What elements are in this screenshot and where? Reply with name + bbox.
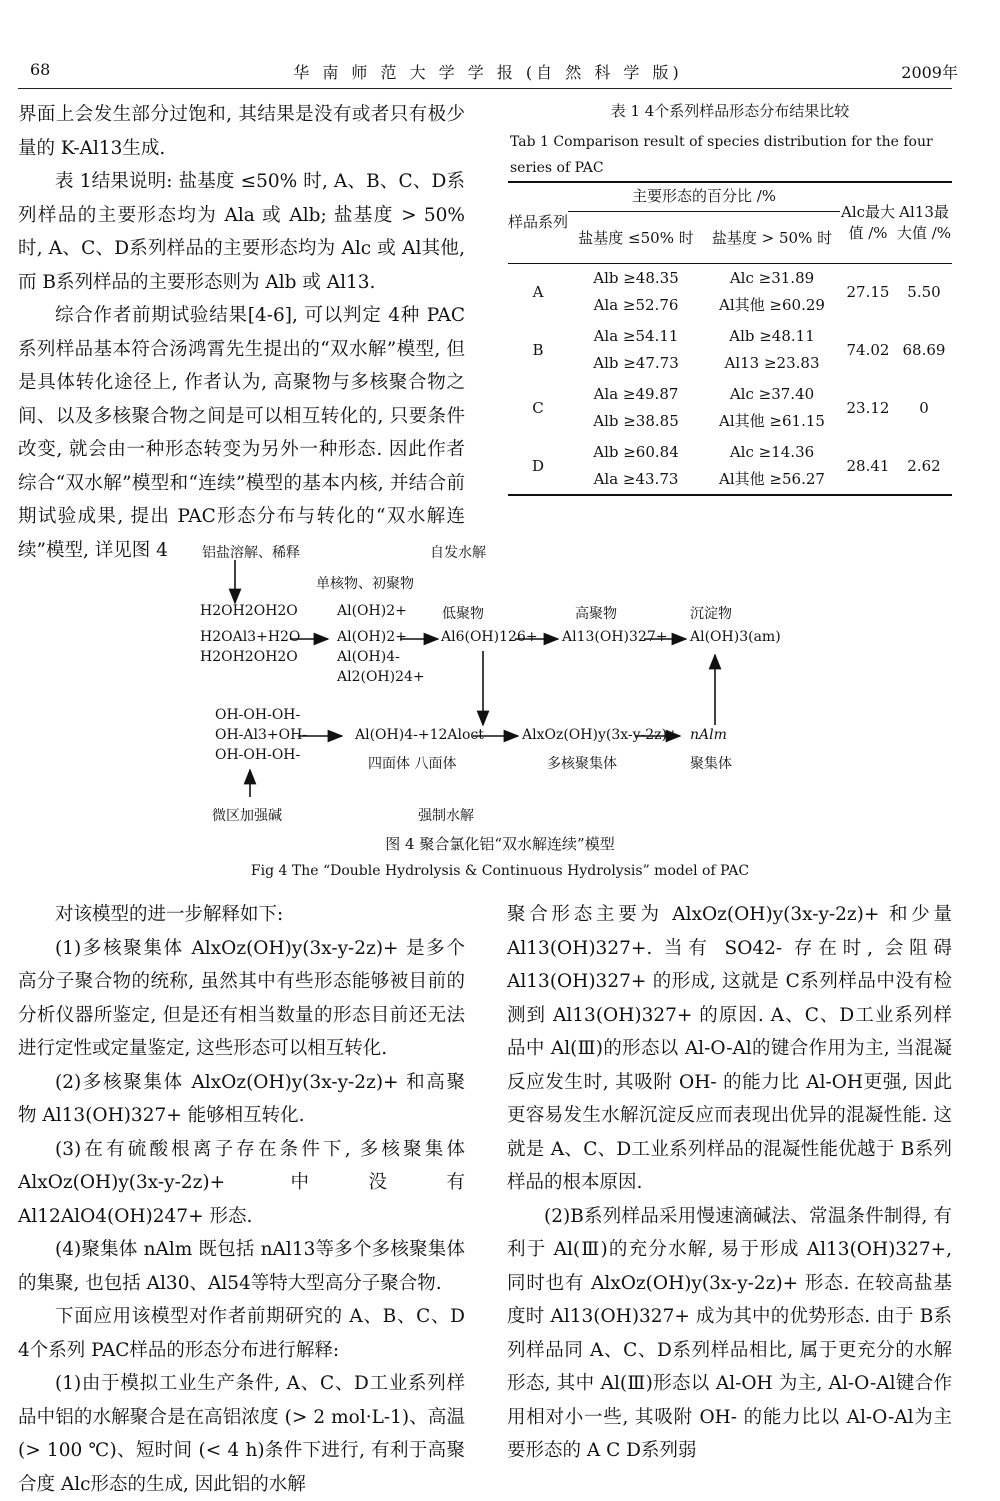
cell: 27.15 (846, 283, 890, 302)
cell: Ala ≥54.11 (593, 327, 679, 345)
species-oh-3: OH-OH-OH- (215, 747, 301, 763)
label-tetra-octa: 四面体 八面体 (368, 756, 457, 772)
cell: Alb ≥60.84 (593, 442, 679, 461)
species-polynuclear: AlxOz(OH)y(3x-y-2z)+ (522, 727, 679, 743)
table-row (508, 263, 952, 321)
cell: Alc ≥31.89 (729, 269, 815, 288)
label-oligomer: 低聚物 (442, 606, 484, 622)
right-column-bottom (507, 898, 952, 1468)
cell: Al其他 ≥61.15 (719, 412, 825, 430)
paragraph: 界面上会发生部分过饱和, 其结果是没有或者只有极少量的 K-Al13生成. (18, 104, 465, 159)
running-header (18, 60, 958, 84)
species-polymer: Al13(OH)327+ (562, 629, 668, 645)
figure-caption-cn: 图 4 聚合氯化铝“双水解连续”模型 (385, 835, 615, 853)
cell: Al13 ≥23.83 (724, 354, 820, 372)
row-name: A (532, 283, 544, 302)
cell: Al其他 ≥56.27 (719, 469, 825, 488)
cell: Ala ≥49.87 (593, 385, 679, 403)
left-column-top (18, 98, 465, 567)
paragraph: (3)在有硫酸根离子存在条件下, 多核聚集体 AlxOz(OH)y(3x-y-2z)+ 中没有 Al12AlO4(OH)247+ 形态. (18, 1138, 465, 1227)
cell: Alb ≥48.11 (729, 327, 815, 345)
table-row (508, 379, 952, 437)
table-caption-en: Tab 1 Comparison result of species distribution for the four series of PAC (510, 134, 933, 176)
table-caption-cn: 表 1 4个系列样品形态分布结果比较 (610, 102, 850, 120)
figure-4-diagram (190, 535, 810, 835)
left-column-bottom (18, 898, 465, 1501)
col-header-al13: Al13最大值 /% (896, 202, 952, 242)
species-h2o-2: H2OAl3+H2O (200, 629, 301, 645)
species-table (508, 181, 952, 496)
cell: Alb ≥38.85 (593, 412, 679, 430)
species-oligomer: Al6(OH)126+ (441, 629, 538, 645)
species-mono-1: Al(OH)2+ (337, 603, 407, 619)
label-forced-hydrolysis: 强制水解 (418, 808, 474, 824)
paragraph: (1)多核聚集体 AlxOz(OH)y(3x-y-2z)+ 是多个高分子聚合物的统称, 虽然其中有些形态能够被目前的分析仪器所鉴定, 但是还有相当数量的形态目前还无法进行定性或定量鉴定, 这些形态可以相互转化. (18, 937, 465, 1059)
col-header-high: 盐基度 > 50% 时 (711, 228, 833, 247)
cell: 28.41 (846, 456, 890, 475)
label-mononuclear: 单核物、初聚物 (316, 576, 414, 592)
paragraph: 表 1结果说明: 盐基度 ≤50% 时, A、B、C、D系列样品的主要形态均为 Ala 或 Alb; 盐基度 > 50% 时, A、C、D系列样品的主要形态均为 Alc 或 Al其他, 而 B系列样品的主要形态则为 Alb 或 Al13. (18, 171, 465, 293)
cell: 2.62 (907, 456, 941, 475)
cell: Ala ≥52.76 (593, 296, 679, 315)
col-header-sample: 样品系列 (508, 213, 569, 232)
cell: 68.69 (902, 341, 946, 359)
species-tetrahedral: Al(OH)4-+12Aloct (355, 727, 484, 743)
paragraph: 下面应用该模型对作者前期研究的 A、B、C、D 4个系列 PAC样品的形态分布进行解释: (18, 1306, 465, 1361)
cell: 0 (919, 399, 929, 417)
figure-caption-en: Fig 4 The “Double Hydrolysis & Continuous Hydrolysis” model of PAC (250, 863, 750, 879)
table-row (508, 321, 952, 379)
paragraph: (2)B系列样品采用慢速滴碱法、常温条件制得, 有利于 Al(Ⅲ)的充分水解, 易于形成 Al13(OH)327+, 同时也有 AlxOz(OH)y(3x-y-2z)+ 形态. 在较高盐基度时 Al13(OH)327+ 成为其中的优势形态. 由于 B系列样品同 A、C、D系列样品相比, 属于更充分的水解形态, 其中 Al(Ⅲ)形态以 Al-OH 为主, Al-O-Al键合作用相对小一些, 其吸附 OH- 的能力比以 Al-O-Al为主要形态的 A C D系列弱 (507, 1205, 952, 1461)
label-dissolve: 铝盐溶解、稀释 (202, 545, 300, 561)
cell: Alc ≥37.40 (729, 385, 815, 403)
label-aggregate: 聚集体 (690, 756, 732, 772)
table-row (508, 437, 952, 495)
species-h2o-1: H2OH2OH2O (200, 603, 298, 619)
paragraph: (4)聚集体 nAlm 既包括 nAl13等多个多核聚集体的集聚, 也包括 Al30、Al54等特大型高分子聚合物. (18, 1239, 465, 1294)
cell: 23.12 (846, 399, 890, 417)
cell: Ala ≥43.73 (593, 469, 679, 488)
species-aggregate: nAlm (690, 727, 727, 743)
label-spontaneous-hydrolysis: 自发水解 (430, 545, 486, 561)
paragraph: (2)多核聚集体 AlxOz(OH)y(3x-y-2z)+ 和高聚物 Al13(OH)327+ 能够相互转化. (18, 1071, 465, 1126)
cell: Al其他 ≥60.29 (719, 296, 825, 315)
paragraph: 综合作者前期试验结果[4-6], 可以判定 4种 PAC系列样品基本符合汤鸿霄先生提出的“双水解”模型, 但是具体转化途径上, 作者认为, 高聚物与多核聚合物之间、以及多核聚合物之间是可以相互转化的, 只要条件改变, 就会由一种形态转变为另外一种形态. 因此作者综合“双水解”模型和“连续”模型的基本内核, 并结合前期试验成果, 提出 PAC形态分布与转化的“双水解连续”模型, 详见图 4 (18, 305, 465, 561)
row-name: B (532, 341, 544, 359)
cell: Alc ≥14.36 (729, 442, 815, 461)
header-rule (18, 88, 952, 89)
col-header-alc: Alc最大值 /% (840, 202, 896, 242)
paragraph: 聚合形态主要为 AlxOz(OH)y(3x-y-2z)+ 和少量 Al13(OH)327+. 当有 SO42- 存在时, 会阻碍 Al13(OH)327+ 的形成, 这就是 C系列样品中没有检测到 Al13(OH)327+ 的原因. A、C、D工业系列样品中 Al(Ⅲ)的形态以 Al-O-Al的键合作用为主, 当混凝反应发生时, 其吸附 OH- 的能力比 Al-OH更强, 因此更容易发生水解沉淀反应而表现出优异的混凝性能. 这就是 A、C、D工业系列样品的混凝性能优越于 B系列样品的根本原因. (507, 904, 952, 1193)
label-polymer: 高聚物 (575, 606, 617, 622)
species-oh-1: OH-OH-OH- (215, 707, 301, 723)
label-polynuclear: 多核聚集体 (547, 756, 617, 772)
cell: 5.50 (907, 283, 941, 302)
species-oh-2: OH-Al3+OH- (215, 727, 308, 743)
paragraph: (1)由于模拟工业生产条件, A、C、D工业系列样品中铝的水解聚合是在高铝浓度 (> 2 mol·L-1)、高温 (> 100 ℃)、短时间 (< 4 h)条件下进行, 有利于高聚合度 Alc形态的生成, 因此铝的水解 (18, 1373, 465, 1495)
issue-year: 2009年 (901, 63, 958, 82)
species-mono-4: Al2(OH)24+ (337, 669, 425, 685)
row-name: C (532, 399, 544, 417)
paragraph: 对该模型的进一步解释如下: (55, 904, 284, 925)
page-number: 68 (30, 60, 51, 79)
cell: Alb ≥48.35 (593, 269, 679, 288)
col-header-low: 盐基度 ≤50% 时 (578, 228, 694, 247)
species-precipitate: Al(OH)3(am) (690, 629, 781, 645)
label-precipitate: 沉淀物 (690, 606, 732, 622)
label-local-base: 微区加强碱 (212, 808, 282, 824)
species-mono-3: Al(OH)4- (337, 649, 400, 665)
cell: Alb ≥47.73 (593, 354, 679, 372)
species-h2o-3: H2OH2OH2O (200, 649, 298, 665)
row-name: D (531, 456, 545, 475)
species-mono-2: Al(OH)2+ (337, 629, 407, 645)
col-header-group: 主要形态的百分比 /% (568, 181, 840, 211)
diagram-arrows (190, 535, 810, 835)
journal-title: 华 南 师 范 大 学 学 报 (自 然 科 学 版) (293, 63, 683, 82)
cell: 74.02 (846, 341, 890, 359)
